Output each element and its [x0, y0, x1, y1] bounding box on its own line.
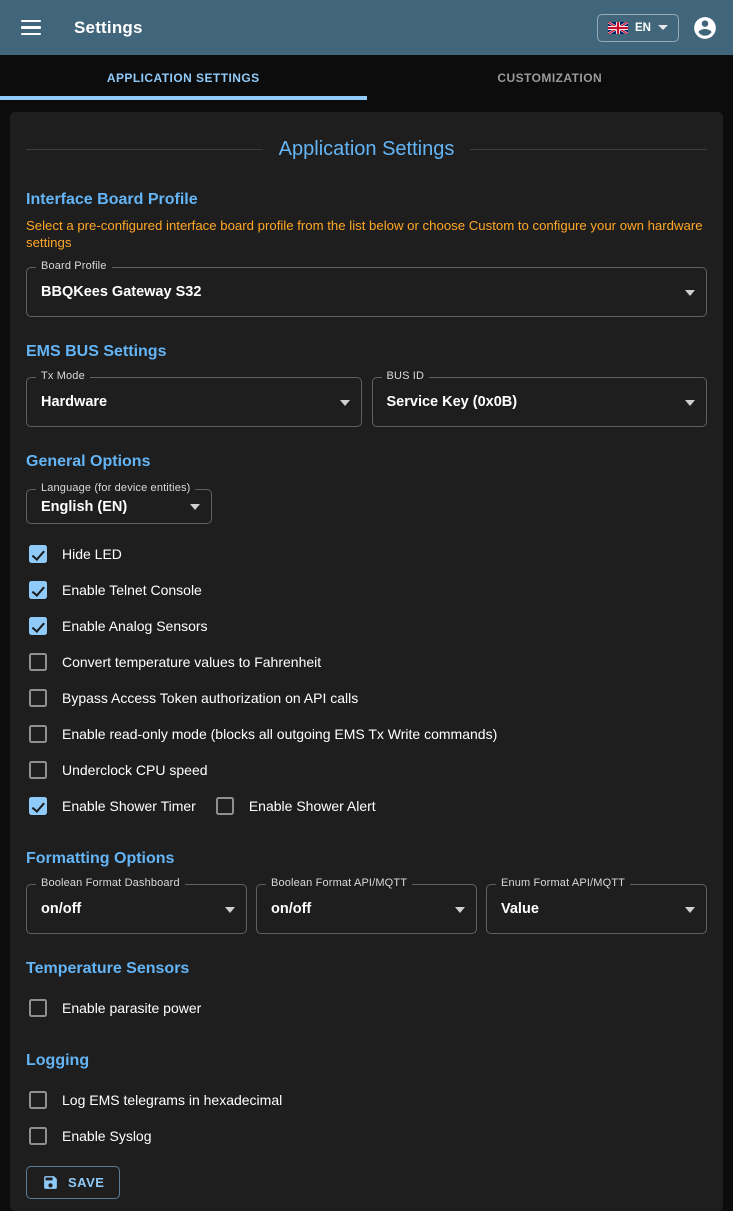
- uk-flag-icon: [608, 22, 628, 34]
- board-profile-label: Board Profile: [36, 260, 112, 272]
- section-logging: Logging: [26, 1052, 707, 1070]
- enum-format-api-label: Enum Format API/MQTT: [496, 877, 630, 889]
- language-entities-label: Language (for device entities): [36, 482, 195, 494]
- save-button[interactable]: [26, 1166, 120, 1199]
- checkbox-enable-telnet[interactable]: [26, 572, 707, 608]
- menu-button[interactable]: [14, 11, 48, 45]
- boolean-format-dashboard-label: Boolean Format Dashboard: [36, 877, 185, 889]
- checkbox-label: Underclock CPU speed: [62, 762, 208, 778]
- checkbox-icon[interactable]: [216, 797, 234, 815]
- board-profile-select[interactable]: [26, 267, 707, 317]
- app-bar: [0, 0, 733, 55]
- checkbox-enable-analog-sensors[interactable]: [26, 608, 707, 644]
- section-ems-bus-settings: EMS BUS Settings: [26, 343, 707, 361]
- checkbox-icon[interactable]: [29, 725, 47, 743]
- checkbox-log-hex[interactable]: [26, 1082, 707, 1118]
- checkbox-convert-fahrenheit[interactable]: [26, 644, 707, 680]
- section-general-options: General Options: [26, 453, 707, 471]
- checkbox-label: Bypass Access Token authorization on API calls: [62, 690, 358, 706]
- hamburger-icon: [21, 20, 41, 35]
- checkbox-icon[interactable]: [29, 797, 47, 815]
- checkbox-readonly-mode[interactable]: [26, 716, 707, 752]
- tab-application-settings[interactable]: APPLICATION SETTINGS: [0, 55, 367, 100]
- checkbox-label: Log EMS telegrams in hexadecimal: [62, 1092, 282, 1108]
- language-entities-select[interactable]: [26, 489, 212, 524]
- bus-id-value: Service Key (0x0B): [387, 394, 518, 410]
- board-profile-value: BBQKees Gateway S32: [41, 284, 201, 300]
- bus-id-select[interactable]: [372, 377, 708, 427]
- dropdown-arrow-icon: [340, 400, 350, 406]
- checkbox-icon[interactable]: [29, 1091, 47, 1109]
- tx-mode-value: Hardware: [41, 394, 107, 410]
- checkbox-underclock-cpu[interactable]: [26, 752, 707, 788]
- checkbox-icon[interactable]: [29, 1127, 47, 1145]
- boolean-format-api-select[interactable]: [256, 884, 477, 934]
- checkbox-icon[interactable]: [29, 689, 47, 707]
- chevron-down-icon: [658, 25, 668, 30]
- divider: [26, 149, 263, 150]
- dropdown-arrow-icon: [455, 907, 465, 913]
- checkbox-label: Hide LED: [62, 546, 122, 562]
- account-circle-icon: [692, 15, 718, 41]
- section-formatting-options: Formatting Options: [26, 850, 707, 868]
- board-profile-help-text: Select a pre-configured interface board profile from the list below or choose Custom to configure your own hardware settings: [26, 217, 707, 251]
- checkbox-label: Enable Analog Sensors: [62, 618, 208, 634]
- tx-mode-label: Tx Mode: [36, 370, 90, 382]
- dropdown-arrow-icon: [190, 504, 200, 510]
- dropdown-arrow-icon: [225, 907, 235, 913]
- language-code: EN: [635, 22, 651, 34]
- tx-mode-select[interactable]: [26, 377, 362, 427]
- checkbox-icon[interactable]: [29, 653, 47, 671]
- divider: [470, 149, 707, 150]
- language-entities-value: English (EN): [41, 499, 127, 515]
- tab-customization[interactable]: CUSTOMIZATION: [367, 55, 733, 100]
- checkbox-icon[interactable]: [29, 545, 47, 563]
- save-button-label: SAVE: [68, 1175, 104, 1190]
- dropdown-arrow-icon: [685, 290, 695, 296]
- checkbox-label: Enable parasite power: [62, 1000, 201, 1016]
- checkbox-parasite-power[interactable]: [26, 990, 707, 1026]
- checkbox-icon[interactable]: [29, 581, 47, 599]
- checkbox-hide-led[interactable]: [26, 536, 707, 572]
- tab-bar: [0, 55, 733, 100]
- save-icon: [42, 1174, 59, 1191]
- checkbox-label: Convert temperature values to Fahrenheit: [62, 654, 321, 670]
- bus-id-label: BUS ID: [382, 370, 430, 382]
- checkbox-icon[interactable]: [29, 761, 47, 779]
- account-button[interactable]: [691, 14, 719, 42]
- boolean-format-dashboard-value: on/off: [41, 901, 81, 917]
- boolean-format-api-label: Boolean Format API/MQTT: [266, 877, 412, 889]
- section-interface-board-profile: Interface Board Profile: [26, 191, 707, 209]
- checkbox-enable-syslog[interactable]: [26, 1118, 707, 1154]
- checkbox-icon[interactable]: [29, 999, 47, 1017]
- dropdown-arrow-icon: [685, 907, 695, 913]
- boolean-format-dashboard-select[interactable]: [26, 884, 247, 934]
- dropdown-arrow-icon: [685, 400, 695, 406]
- settings-panel: [10, 112, 723, 1211]
- checkbox-label: Enable Syslog: [62, 1128, 152, 1144]
- page-title-row: [26, 138, 707, 161]
- checkbox-shower-timer[interactable]: [26, 797, 196, 815]
- checkbox-label: Enable read-only mode (blocks all outgoing EMS Tx Write commands): [62, 726, 497, 742]
- checkbox-bypass-token[interactable]: [26, 680, 707, 716]
- page-title: Application Settings: [279, 138, 455, 161]
- checkbox-label: Enable Shower Timer: [62, 798, 196, 814]
- app-title: Settings: [74, 18, 143, 38]
- checkbox-icon[interactable]: [29, 617, 47, 635]
- enum-format-api-select[interactable]: [486, 884, 707, 934]
- boolean-format-api-value: on/off: [271, 901, 311, 917]
- checkbox-label: Enable Telnet Console: [62, 582, 202, 598]
- section-temperature-sensors: Temperature Sensors: [26, 960, 707, 978]
- checkbox-shower-alert[interactable]: [213, 797, 376, 815]
- checkbox-label: Enable Shower Alert: [249, 798, 376, 814]
- enum-format-api-value: Value: [501, 901, 539, 917]
- language-selector-button[interactable]: [597, 14, 679, 42]
